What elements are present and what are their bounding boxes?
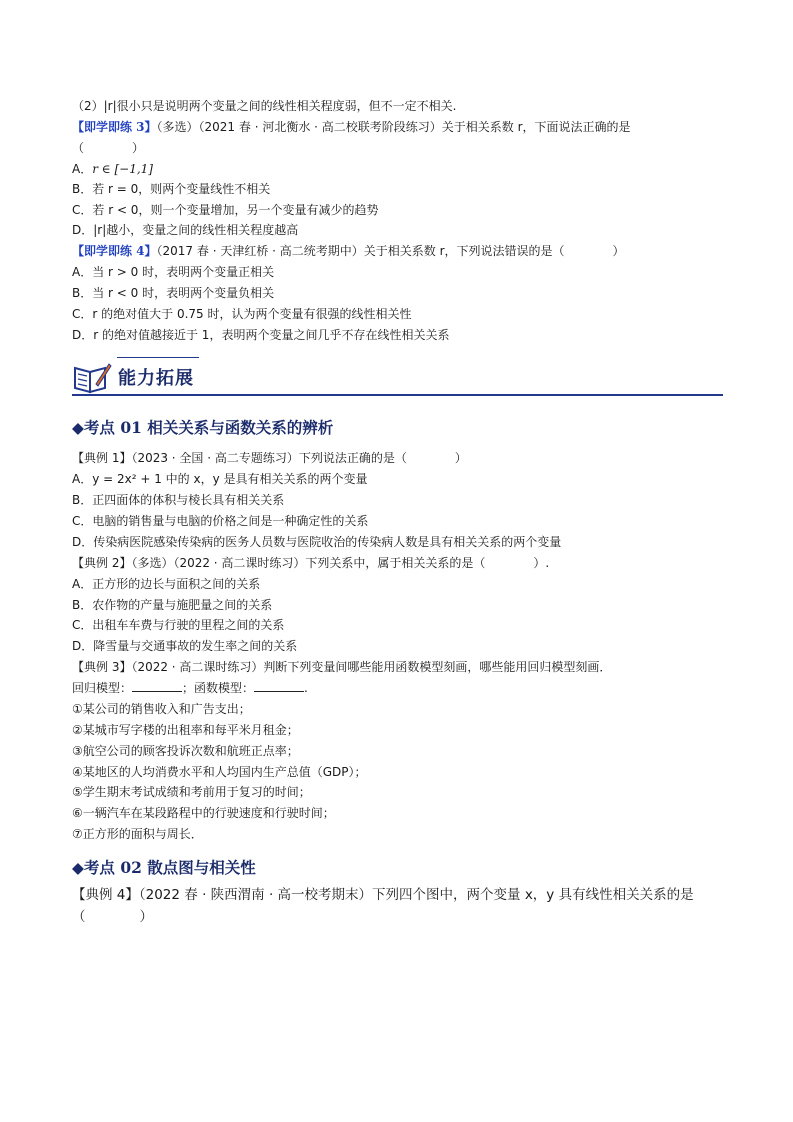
option-c: C．电脑的销售量与电脑的价格之间是一种确定性的关系 xyxy=(72,514,369,528)
exercise-label: 【即学即练 4】 xyxy=(72,244,157,258)
option-c: C．出租车车费与行驶的里程之间的关系 xyxy=(72,618,285,632)
option-math: r ∈ [−1,1] xyxy=(92,162,153,176)
fill-label-regression: 回归模型： xyxy=(72,681,133,695)
answer-paren: （ ） xyxy=(72,141,145,155)
keypoint-01-title: ◆考点 01 相关关系与函数关系的辨析 xyxy=(72,418,334,437)
option-c: C．r 的绝对值大于 0.75 时，认为两个变量有很强的线性相关性 xyxy=(72,307,412,321)
list-item: ①某公司的销售收入和广告支出； xyxy=(72,702,251,716)
exercise-label: 【即学即练 3】 xyxy=(72,120,157,134)
example-2-head: 【典例 2】（多选）（2022 · 高二课时练习）下列关系中，属于相关关系的是（ ）. xyxy=(72,556,550,570)
answer-blank-regression[interactable] xyxy=(132,680,182,692)
option-b: B．正四面体的体积与棱长具有相关关系 xyxy=(72,493,285,507)
list-item: ③航空公司的顾客投诉次数和航班正点率； xyxy=(72,744,299,758)
option-prefix: A． xyxy=(72,162,93,176)
exercise-3-head xyxy=(72,119,631,135)
fill-end: . xyxy=(304,681,308,695)
exercise-text: （2017 春 · 天津红桥 · 高二统考期中）关于相关系数 r，下列说法错误的是（ ） xyxy=(156,244,625,258)
option-b: B．农作物的产量与施肥量之间的关系 xyxy=(72,598,273,612)
list-item: ④某地区的人均消费水平和人均国内生产总值（GDP）； xyxy=(72,765,367,779)
section-title: 能力拓展 xyxy=(118,368,194,389)
exercise-4-head xyxy=(72,243,625,259)
list-item: ②某城市写字楼的出租率和每平米月租金； xyxy=(72,723,299,737)
option-d: D．|r|越小，变量之间的线性相关程度越高 xyxy=(72,223,299,237)
exercise-text: （多选）（2021 春 · 河北衡水 · 高二校联考阶段练习）关于相关系数 r，下面说法正确的是 xyxy=(156,120,631,134)
example-3-head: 【典例 3】（2022 · 高二课时练习）判断下列变量间哪些能用函数模型刻画，哪些能用回归模型刻画． xyxy=(72,660,612,674)
list-item: ⑤学生期末考试成绩和考前用于复习的时间； xyxy=(72,785,311,799)
list-item: ⑥一辆汽车在某段路程中的行驶速度和行驶时间； xyxy=(72,806,335,820)
list-item: ⑦正方形的面积与周长． xyxy=(72,827,203,841)
fill-in-line xyxy=(72,680,308,696)
fill-label-function: ；函数模型： xyxy=(182,681,255,695)
example-1-head: 【典例 1】（2023 · 全国 · 高二专题练习）下列说法正确的是（ ） xyxy=(72,451,467,465)
keypoint-02-title: ◆考点 02 散点图与相关性 xyxy=(72,858,256,877)
note-line: （2）|r|很小只是说明两个变量之间的线性相关程度弱，但不一定不相关. xyxy=(72,99,457,113)
section-accent-line xyxy=(117,357,199,358)
option-a: A．y = 2x² + 1 中的 x，y 是具有相关关系的两个变量 xyxy=(72,472,368,486)
example-4-text: 【典例 4】（2022 春 · 陕西渭南 · 高一校考期末）下列四个图中，两个变量 x，y 具有线性相关关系的是（ ） xyxy=(72,887,694,925)
answer-blank-function[interactable] xyxy=(254,680,304,692)
option-d: D．r 的绝对值越接近于 1，表明两个变量之间几乎不存在线性相关关系 xyxy=(72,328,450,342)
section-divider xyxy=(72,394,723,396)
option-d: D．降雪量与交通事故的发生率之间的关系 xyxy=(72,639,298,653)
option-a: A．正方形的边长与面积之间的关系 xyxy=(72,577,261,591)
option-d: D．传染病医院感染传染病的医务人员数与医院收治的传染病人数是具有相关关系的两个变量 xyxy=(72,535,562,549)
option-b: B．当 r < 0 时，表明两个变量负相关 xyxy=(72,286,275,300)
option-a xyxy=(72,161,153,177)
book-pen-icon xyxy=(72,360,112,394)
option-b: B．若 r = 0，则两个变量线性不相关 xyxy=(72,182,271,196)
option-c: C．若 r < 0，则一个变量增加，另一个变量有减少的趋势 xyxy=(72,203,379,217)
option-a: A．当 r > 0 时，表明两个变量正相关 xyxy=(72,265,275,279)
